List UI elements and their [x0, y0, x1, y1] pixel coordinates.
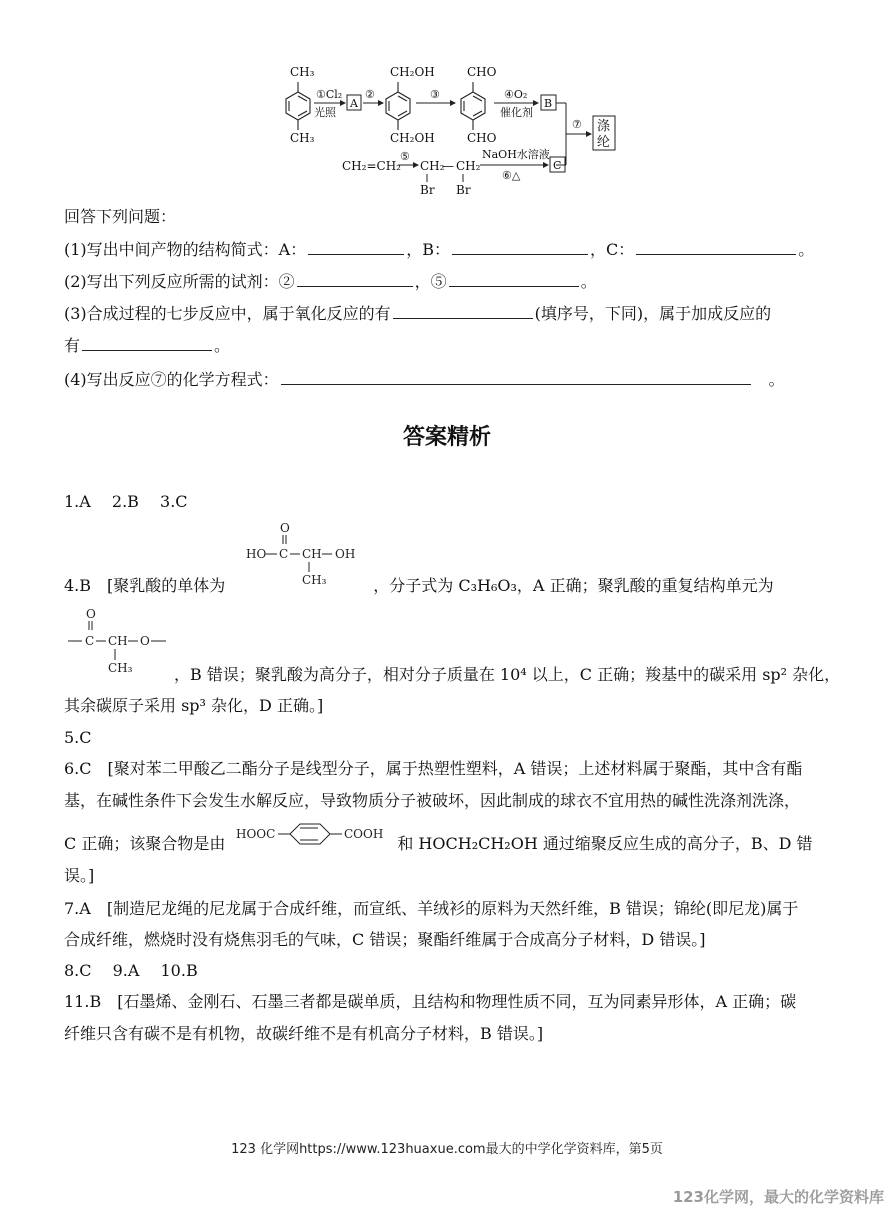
cho-top-label: CHO [467, 65, 497, 79]
terephthalic-acid-structure [234, 818, 394, 858]
unit-ester-o: O [140, 634, 150, 648]
q2-text-a: (2)写出下列反应所需的试剂：② [64, 272, 295, 291]
answer-5: 5.C [64, 728, 92, 747]
answers-heading: 答案精析 [402, 425, 491, 450]
q2-end: 。 [580, 272, 597, 291]
question-3-line1 [64, 304, 771, 324]
answer-8-10: 8.C 9.A 10.B [64, 961, 198, 980]
cooh-label: COOH [344, 827, 384, 841]
product-label-1: 涤 [597, 119, 611, 134]
carbonyl-o: O [280, 521, 290, 535]
answer-6-line3 [64, 834, 813, 854]
blank-reagent-2 [297, 272, 413, 287]
box-b: B [544, 97, 553, 110]
dialdehyde-ring [461, 82, 485, 130]
answer-4-line2: ，B 错误；聚乳酸为高分子，相对分子质量在 10⁴ 以上，C 正确；羧基中的碳采用 sp² 杂化， [174, 665, 841, 684]
a6-text-a: C 正确；该聚合物是由 [64, 834, 226, 853]
p-xylene-ring [286, 82, 310, 130]
alpha-ch: CH [302, 547, 322, 561]
question-3-line2 [64, 336, 230, 356]
blank-oxidation [393, 304, 533, 319]
step7-label: ⑦ [572, 118, 582, 131]
bond-dash: — [442, 159, 454, 173]
methyl-bottom-label: CH₃ [290, 131, 315, 145]
a4-lead: 4.B [聚乳酸的单体为 [64, 576, 226, 595]
hydroxyl-ho: HO [246, 547, 267, 561]
q4-text-a: (4)写出反应⑦的化学方程式： [64, 370, 279, 389]
answer-11-line1: 11.B [石墨烯、金刚石、石墨三者都是碳单质，且结构和物理性质不同，互为同素异形体，A 正确；碳 [64, 992, 797, 1011]
q1-text-b: ，B： [406, 240, 450, 259]
methyl-ch3: CH₃ [302, 573, 327, 587]
a4-mid: ，分子式为 C₃H₆O₃，A 正确；聚乳酸的重复结构单元为 [373, 576, 774, 595]
step4-reagent: ④O₂ [504, 88, 528, 101]
answer-1-3: 1.A 2.B 3.C [64, 492, 188, 511]
answer-7-line2: 合成纤维，燃烧时没有烧焦羽毛的气味，C 错误；聚酯纤维属于合成高分子材料，D 错误。] [64, 930, 706, 949]
q1-end: 。 [798, 240, 815, 259]
q3-text-c: 有 [64, 336, 81, 355]
q1-text-c: ，C： [590, 240, 635, 259]
q2-text-b: ，⑤ [414, 272, 447, 291]
cho-bottom-label: CHO [467, 131, 497, 145]
answer-7-line1: 7.A [制造尼龙绳的尼龙属于合成纤维，而宣纸、羊绒衫的原料为天然纤维，B 错误；锦纶(即尼龙)属于 [64, 899, 799, 918]
q3-text-a: (3)合成过程的七步反应中，属于氧化反应的有 [64, 304, 391, 323]
product-label-2: 纶 [597, 135, 611, 150]
answer-11-line2: 纤维只含有碳不是有机物，故碳纤维不是有机高分子材料，B 错误。] [64, 1024, 544, 1043]
step5-label: ⑤ [400, 150, 410, 163]
methyl-top-label: CH₃ [290, 65, 315, 79]
q3-end: 。 [214, 336, 231, 355]
unit-carbonyl-c: C [85, 634, 95, 648]
page-footer: 123 化学网https://www.123huaxue.com最大的中学化学资料库，第5页 [231, 1142, 663, 1157]
step6-condition: ⑥△ [502, 169, 521, 182]
blank-reagent-5 [449, 272, 579, 287]
blank-c [636, 240, 796, 255]
question-1 [64, 240, 814, 260]
unit-ch3: CH₃ [108, 661, 133, 675]
step3-label: ③ [430, 88, 440, 101]
site-watermark: 123化学网，最大的化学资料库 [672, 1188, 884, 1206]
carbonyl-c: C [279, 547, 289, 561]
answer-6-line2: 基，在碱性条件下会发生水解反应，导致物质分子被破坏，因此制成的球衣不宜用热的碱性洗涤剂洗涤， [64, 791, 801, 810]
ch2oh-top-label: CH₂OH [390, 65, 435, 79]
step6-reagent: NaOH水溶液 [482, 148, 550, 161]
alpha-oh: OH [335, 547, 356, 561]
blank-addition [82, 336, 212, 351]
answer-4-line1 [64, 576, 774, 596]
ch2oh-bottom-label: CH₂OH [390, 131, 435, 145]
step2-label: ② [365, 88, 375, 101]
a6-text-b: 和 HOCH₂CH₂OH 通过缩聚反应生成的高分子，B、D 错 [397, 834, 813, 853]
unit-ch: CH [108, 634, 128, 648]
br-right-label: Br [456, 183, 471, 197]
answer-6-line1: 6.C [聚对苯二甲酸乙二酯分子是线型分子，属于热塑性塑料，A 错误；上述材料属于聚酯，其中含有酯 [64, 759, 803, 778]
q3-text-b: (填序号，下同)，属于加成反应的 [534, 304, 772, 323]
synthesis-scheme [270, 58, 630, 198]
blank-equation [281, 370, 751, 385]
question-4 [64, 370, 785, 390]
blank-a [308, 240, 404, 255]
step4-condition: 催化剂 [500, 106, 533, 119]
ch2-left-label: CH₂ [420, 159, 445, 173]
blank-b [452, 240, 588, 255]
box-c: C [553, 159, 562, 172]
ethylene-label: CH₂=CH₂ [342, 159, 401, 173]
box-a: A [350, 97, 358, 110]
questions-intro: 回答下列问题： [64, 207, 177, 226]
ch2-right-label: CH₂ [456, 159, 481, 173]
step1-condition: 光照 [314, 106, 336, 119]
answer-6-line4: 误。] [64, 866, 95, 885]
hooc-label: HOOC [236, 827, 276, 841]
q4-end: 。 [768, 370, 785, 389]
step1-reagent: ①Cl₂ [316, 88, 343, 101]
diol-ring [386, 82, 410, 130]
answer-4-line3: 其余碳原子采用 sp³ 杂化，D 正确。] [64, 696, 324, 715]
question-2 [64, 272, 597, 292]
unit-carbonyl-o: O [86, 607, 96, 621]
repeat-unit-structure [64, 604, 174, 678]
br-left-label: Br [420, 183, 435, 197]
q1-text-a: (1)写出中间产物的结构简式：A： [64, 240, 307, 259]
